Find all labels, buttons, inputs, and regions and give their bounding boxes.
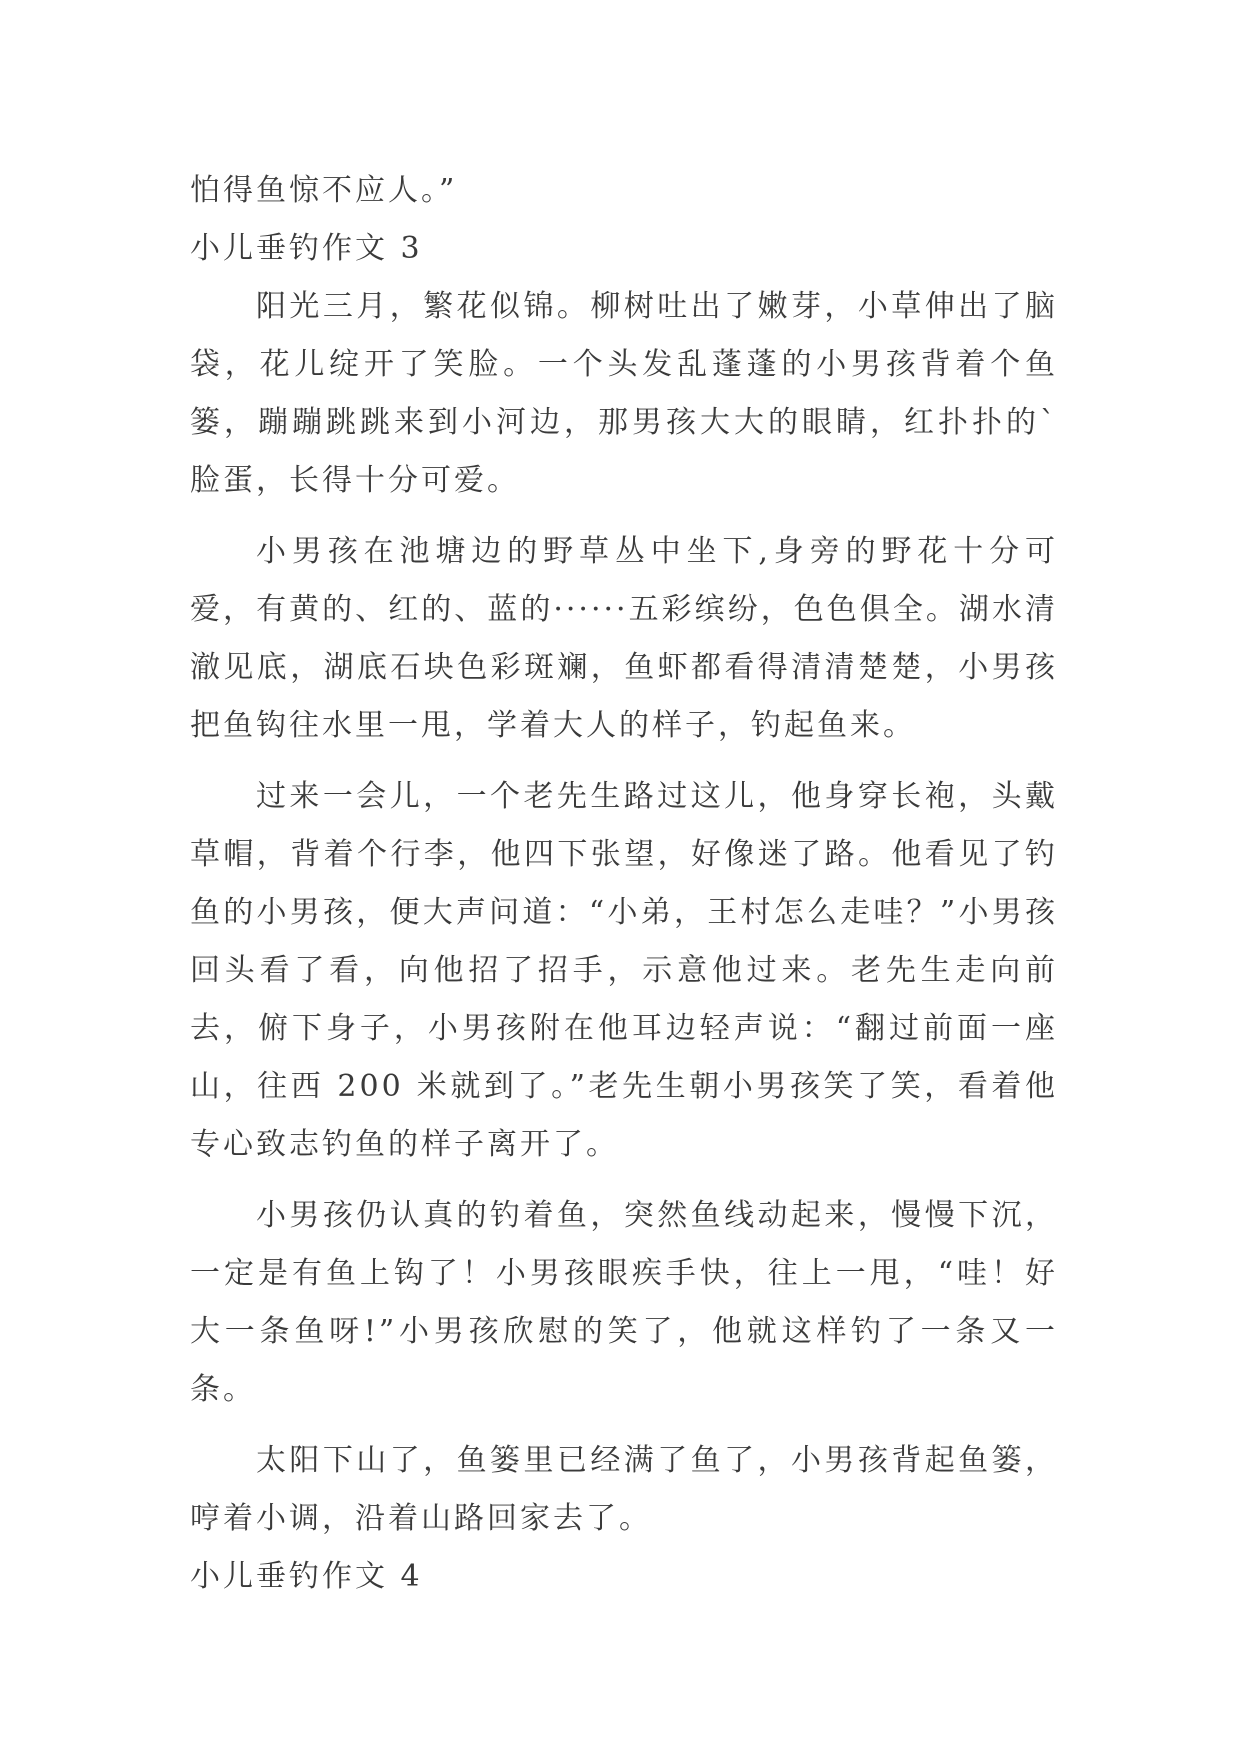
paragraph-2: 小男孩在池塘边的野草丛中坐下,身旁的野花十分可爱，有黄的、红的、蓝的······五彩缤纷，色色俱全。湖水清澈见底，湖底石块色彩斑斓，鱼虾都看得清清楚楚，小男孩把鱼钩往水里一甩，学着大人的样子，钓起鱼来。 — [190, 534, 1058, 743]
section-heading-3: 小儿垂钓作文 3 — [190, 231, 423, 266]
paragraph-4: 小男孩仍认真的钓着鱼，突然鱼线动起来，慢慢下沉，一定是有鱼上钩了！小男孩眼疾手快，往上一甩，“哇！好大一条鱼呀!”小男孩欣慰的笑了，他就这样钓了一条又一条。 — [190, 1198, 1058, 1407]
section-heading-4: 小儿垂钓作文 4 — [190, 1559, 423, 1594]
document-body — [190, 162, 1058, 1606]
paragraph-5: 太阳下山了，鱼篓里已经满了鱼了，小男孩背起鱼篓，哼着小调，沿着山路回家去了。 — [190, 1443, 1058, 1536]
paragraph-1: 阳光三月，繁花似锦。柳树吐出了嫩芽，小草伸出了脑袋，花儿绽开了笑脸。一个头发乱蓬蓬的小男孩背着个鱼篓，蹦蹦跳跳来到小河边，那男孩大大的眼睛，红扑扑的`脸蛋，长得十分可爱。 — [190, 289, 1058, 498]
paragraph-3: 过来一会儿，一个老先生路过这儿，他身穿长袍，头戴草帽，背着个行李，他四下张望，好像迷了路。他看见了钓鱼的小男孩，便大声问道：“小弟，王村怎么走哇？”小男孩回头看了看，向他招了招手，示意他过来。老先生走向前去，俯下身子，小男孩附在他耳边轻声说：“翻过前面一座山，往西 200 米就到了。”老先生朝小男孩笑了笑，看着他专心致志钓鱼的样子离开了。 — [190, 779, 1058, 1162]
continuation-line: 怕得鱼惊不应人。” — [190, 173, 458, 208]
